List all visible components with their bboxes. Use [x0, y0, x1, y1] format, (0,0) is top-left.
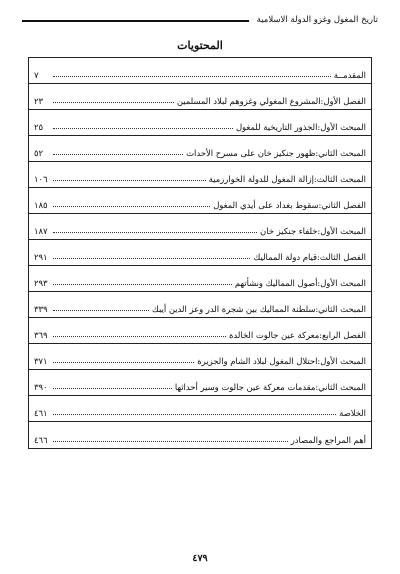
toc-entry [29, 162, 371, 188]
table-of-contents [28, 57, 372, 449]
toc-entry-page: ٣٩٠ [34, 381, 48, 392]
toc-entry-title: المبحث الأول:احتلال المغول لبلاد الشام والجزيرة [197, 355, 366, 366]
dot-leader [53, 258, 250, 259]
toc-entry [29, 266, 371, 292]
toc-entry [29, 58, 371, 84]
toc-entry [29, 318, 371, 344]
toc-entry-title: المقدمــة [333, 69, 366, 80]
dot-leader [53, 206, 210, 207]
toc-entry-page: ٢٩٣ [34, 277, 48, 288]
toc-entry [29, 422, 371, 448]
toc-entry-title: المبحث الثالث:إزالة المغول للدولة الخوارزمية [208, 173, 366, 184]
toc-entry-page: ١٠٦ [34, 173, 48, 184]
toc-entry-page: ٧ [34, 69, 39, 80]
dot-leader [53, 102, 174, 103]
dot-leader [53, 154, 183, 155]
toc-entry-title: المبحث الأول:أصول المماليك ونشأتهم [234, 277, 366, 288]
toc-entry-page: ٣٦٩ [34, 329, 48, 340]
toc-entry-title: المبحث الأول:خلفاء جنكيز خان [260, 225, 366, 236]
dot-leader [53, 362, 194, 363]
toc-entry [29, 370, 371, 396]
toc-entry-title: الفصل الثالث:قيام دولة المماليك [253, 251, 366, 262]
toc-entry-page: ٤٦١ [34, 407, 48, 418]
toc-entry-title: المبحث الثاني:سلطنة المماليك بين شجرة الدر وعز الدين أيبك [151, 303, 366, 314]
dot-leader [53, 310, 149, 311]
toc-entry-page: ١٨٧ [34, 225, 48, 236]
dot-leader [53, 128, 233, 129]
page-number: ٤٧٩ [192, 553, 208, 564]
toc-entry [29, 292, 371, 318]
running-header-title: تاريخ المغول وغزو الدولة الاسلامية [256, 15, 378, 25]
toc-entry-page: ٢٩١ [34, 251, 48, 262]
toc-entry [29, 214, 371, 240]
toc-entry [29, 136, 371, 162]
dot-leader [53, 336, 226, 337]
toc-entry-title: المبحث الثاني:مقدمات معركة عين جالوت وسير أحداثها [174, 381, 366, 392]
toc-entry-title: الفصل الرابع:معركة عين جالوت الخالدة [229, 329, 366, 340]
dot-leader [53, 284, 232, 285]
dot-leader [53, 76, 331, 77]
toc-entry-page: ٥٢ [34, 147, 43, 158]
dot-leader [53, 388, 172, 389]
toc-entry-title: المبحث الأول:الجذور التاريخية للمغول [235, 121, 366, 132]
header-rule [22, 20, 249, 22]
toc-entry-title: المبحث الثاني:ظهور جنكيز خان على مسرح الأحداث [186, 147, 366, 158]
dot-leader [53, 180, 206, 181]
toc-entry [29, 396, 371, 422]
toc-entry [29, 344, 371, 370]
toc-entry-page: ٢٣ [34, 95, 43, 106]
toc-entry [29, 240, 371, 266]
toc-entry-page: ٤٦٦ [34, 434, 48, 445]
dot-leader [53, 441, 288, 442]
toc-entry-title: أهم المراجع والمصادر [290, 434, 366, 445]
toc-entry-title: الخلاصة [339, 407, 366, 418]
dot-leader [53, 414, 336, 415]
toc-entry-page: ١٨٥ [34, 199, 48, 210]
dot-leader [53, 232, 257, 233]
toc-entry-title: الفصل الأول:المشروع المغولي وغزوهم لبلاد المسلمين [176, 95, 366, 106]
toc-entry-page: ٣٣٩ [34, 303, 48, 314]
toc-entry-title: الفصل الثاني:سقوط بغداد على أيدي المغول [213, 199, 366, 210]
toc-title: المحتويات [177, 39, 223, 52]
toc-entry [29, 110, 371, 136]
toc-entry [29, 84, 371, 110]
running-header [22, 10, 378, 30]
toc-entry-page: ٢٥ [34, 121, 43, 132]
toc-entry [29, 188, 371, 214]
toc-entry-page: ٣٧١ [34, 355, 48, 366]
